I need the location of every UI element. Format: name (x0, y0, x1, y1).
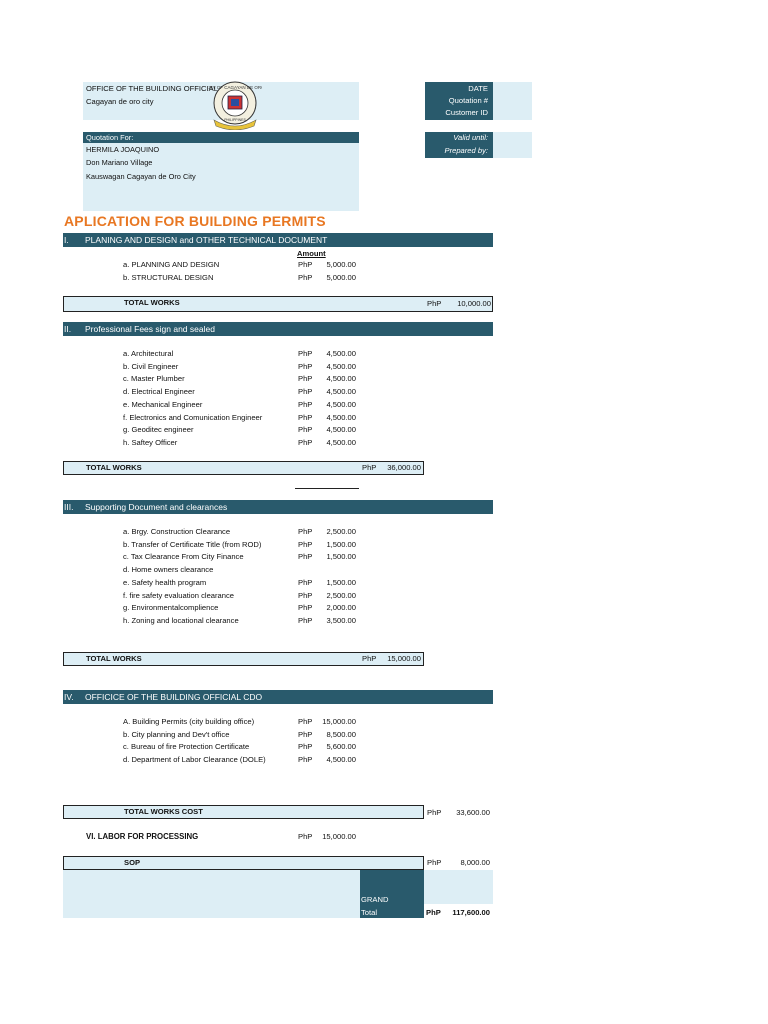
section-2-total-label: TOTAL WORKS (86, 463, 142, 472)
section2-item: e. Mechanical Engineer (123, 399, 203, 409)
item-amount: 2,000.00 (326, 603, 356, 613)
section3-item: c. Tax Clearance From City Finance (123, 552, 244, 562)
quotation-number-label: Quotation # (448, 96, 488, 105)
section-3-total-label: TOTAL WORKS (86, 654, 142, 663)
item-amount: 4,500.00 (326, 425, 356, 435)
header-info-values-box (493, 82, 532, 120)
total-works-cost-label: TOTAL WORKS COST (124, 807, 203, 816)
section3-item: b. Transfer of Certificate Title (from ROD) (123, 539, 262, 549)
section3-item: g. Environmentalcomplience (123, 603, 219, 613)
quotation-for-label: Quotation For: (86, 133, 134, 142)
item-amount: 4,500.00 (326, 361, 356, 371)
item-amount: 4,500.00 (326, 349, 356, 358)
currency-label: PhP (427, 808, 442, 817)
currency-label: PhP (427, 299, 442, 308)
section3-item: a. Brgy. Construction Clearance (123, 527, 231, 536)
client-address-line2: Kauswagan Cagayan de Oro City (86, 172, 196, 181)
city-seal-logo (208, 80, 262, 130)
section-1-item: b. STRUCTURAL DESIGN (123, 273, 214, 282)
currency-label: PhP (298, 260, 313, 269)
section4-item: c. Bureau of fire Protection Certificate (123, 742, 250, 752)
section-3-title: Supporting Document and clearances (85, 502, 228, 512)
section-1-number: I. (64, 235, 69, 245)
currency-label: PhP (298, 603, 313, 613)
currency-label: PhP (298, 273, 313, 282)
section4-item: A. Building Permits (city building office) (123, 717, 255, 726)
validity-values-box (493, 132, 532, 158)
currency-label: PhP (298, 425, 313, 435)
grand-total-area (63, 870, 360, 918)
customer-id-label: Customer ID (445, 108, 488, 117)
amount-header: Amount (297, 249, 326, 258)
item-amount: 4,500.00 (326, 437, 356, 447)
divider-line (295, 488, 359, 489)
currency-label: PhP (426, 908, 441, 917)
item-amount: 1,500.00 (326, 552, 356, 562)
currency-label: PhP (362, 654, 377, 663)
section2-item: f. Electronics and Comunication Engineer (123, 412, 263, 422)
section-4-header (63, 690, 493, 704)
item-amount: 8,500.00 (326, 729, 356, 739)
item-amount: 4,500.00 (326, 399, 356, 409)
section-3-total-amount: 15,000.00 (387, 654, 421, 663)
currency-label: PhP (298, 399, 313, 409)
currency-label: PhP (298, 742, 313, 752)
currency-label: PhP (298, 615, 313, 625)
currency-label: PhP (298, 374, 313, 384)
client-address-line1: Don Mariano Village (86, 158, 153, 167)
section-2-title: Professional Fees sign and sealed (85, 324, 215, 334)
section-1-header (63, 233, 493, 247)
currency-label: PhP (298, 412, 313, 422)
section2-item: g. Geoditec engineer (123, 425, 194, 435)
total-works-cost-amount: 33,600.00 (456, 808, 490, 817)
section3-item: h. Zoning and locational clearance (123, 615, 239, 625)
item-amount: 2,500.00 (326, 590, 356, 600)
item-amount: 4,500.00 (326, 412, 356, 422)
labor-label: VI. LABOR FOR PROCESSING (86, 832, 199, 841)
item-amount: 5,600.00 (326, 742, 356, 752)
section-4-number: IV. (64, 692, 74, 702)
section-3-header (63, 500, 493, 514)
section3-item: d. Home owners clearance (123, 565, 214, 575)
currency-label: PhP (298, 729, 313, 739)
section-1-total-label: TOTAL WORKS (124, 298, 180, 307)
sop-label: SOP (124, 858, 141, 867)
currency-label: PhP (298, 349, 313, 358)
grand-total-amount: 117,600.00 (452, 908, 490, 917)
total-works-cost-box (63, 805, 424, 819)
section4-item: b. City planning and Dev't office (123, 729, 230, 739)
section2-item: a. Architectural (123, 349, 174, 358)
grand-label-line1: GRAND (361, 895, 389, 904)
item-amount: 3,500.00 (326, 615, 356, 625)
currency-label: PhP (298, 387, 313, 397)
date-label: DATE (468, 84, 488, 93)
currency-label: PhP (427, 858, 442, 867)
currency-label: PhP (298, 527, 313, 536)
item-amount: 4,500.00 (326, 755, 356, 765)
currency-label: PhP (298, 590, 313, 600)
currency-label: PhP (298, 755, 313, 765)
currency-label: PhP (298, 361, 313, 371)
sop-amount: 8,000.00 (460, 858, 490, 867)
item-amount: 4,500.00 (326, 387, 356, 397)
section4-item: d. Department of Labor Clearance (DOLE) (123, 755, 266, 765)
section-2-number: II. (64, 324, 72, 334)
item-amount: 2,500.00 (326, 527, 356, 536)
item-amount: 5,000.00 (326, 273, 356, 282)
item-amount: 15,000.00 (322, 717, 356, 726)
section-3-number: III. (64, 502, 74, 512)
seal-top-text: CITY OF CAGAYAN DE ORO (208, 85, 262, 90)
section2-item: c. Master Plumber (123, 374, 185, 384)
currency-label: PhP (298, 552, 313, 562)
currency-label: PhP (298, 832, 313, 841)
section-4-title: OFFICICE OF THE BUILDING OFFICIAL CDO (85, 692, 263, 702)
client-name: HERMILA JOAQUINO (86, 145, 160, 154)
grand-total-value-area (424, 870, 493, 904)
section-1-total-amount: 10,000.00 (457, 299, 491, 308)
item-amount: 5,000.00 (326, 260, 356, 269)
seal-bottom-text: PHILIPPINES (224, 118, 246, 122)
currency-label: PhP (298, 437, 313, 447)
section-2-header (63, 322, 493, 336)
currency-label: PhP (362, 463, 377, 472)
office-city: Cagayan de oro city (86, 97, 154, 106)
section3-item: f. fire safety evaluation clearance (123, 590, 235, 600)
section2-item: d. Electrical Engineer (123, 387, 195, 397)
item-amount: 4,500.00 (326, 374, 356, 384)
section-2-total-amount: 36,000.00 (387, 463, 421, 472)
section3-item: e. Safety health program (123, 577, 207, 587)
currency-label: PhP (298, 717, 313, 726)
section2-item: h. Saftey Officer (123, 437, 178, 447)
grand-label-line2: Total (361, 908, 378, 917)
prepared-by-label: Prepared by: (444, 146, 488, 155)
office-name: OFFICE OF THE BUILDING OFFICIAL (86, 84, 218, 93)
valid-until-label: Valid until: (453, 133, 488, 142)
currency-label: PhP (298, 539, 313, 549)
section-1-item: a. PLANNING AND DESIGN (123, 260, 220, 269)
currency-label: PhP (298, 577, 313, 587)
section-1-title: PLANING AND DESIGN and OTHER TECHNICAL DOCUMENT (85, 235, 328, 245)
labor-amount: 15,000.00 (322, 832, 356, 841)
section2-item: b. Civil Engineer (123, 361, 179, 371)
item-amount: 1,500.00 (326, 539, 356, 549)
page-title: APLICATION FOR BUILDING PERMITS (64, 213, 326, 229)
sop-box (63, 856, 424, 870)
item-amount: 1,500.00 (326, 577, 356, 587)
